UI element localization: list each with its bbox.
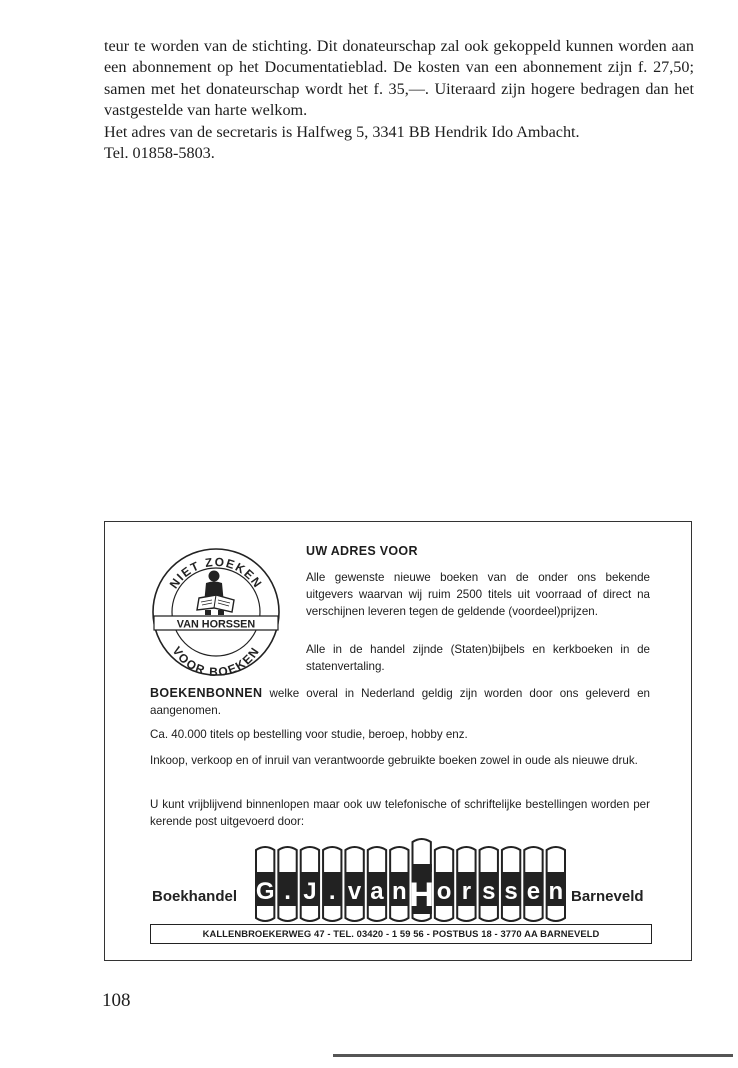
page-number: 108: [102, 990, 131, 1011]
logo-letter: J: [303, 878, 317, 905]
book-spine-bottom: [547, 906, 565, 921]
book-spine-bottom: [435, 906, 453, 921]
book-spine-top: [524, 847, 542, 872]
logo-right-word: Barneveld: [571, 888, 644, 905]
book-spine-top: [278, 847, 296, 872]
svg-text:VOOR BOEKEN: [170, 644, 263, 678]
emblem-bottom-text: VOOR BOEKEN: [169, 643, 263, 678]
logo-left-word: Boekhandel: [152, 888, 238, 905]
article-paragraph: teur te worden van de stichting. Dit donateurschap zal ook gekoppeld kunnen worden aan een abonnement op het Documentatieblad. De kosten van een abonnement zijn f. 27,50; samen met het donateurschap wordt het f. 35,—. Uiteraard zijn hogere bedragen dan het vastgestelde van harte welkom.: [104, 37, 694, 120]
bonnen-text: welke overal in Nederland geldig zijn worden door ons geleverd en aangenomen.: [150, 687, 650, 717]
secretary-address: Het adres van de secretaris is Halfweg 5, 3341 BB Hendrik Ido Ambacht.: [104, 122, 580, 141]
book-spine-bottom: [502, 906, 520, 921]
book-spine-bottom: [368, 906, 386, 921]
ad-text-orders: U kunt vrijblijvend binnenlopen maar ook uw telefonische of schriftelijke bestellingen worden per kerende post uitgevoerd door:: [150, 798, 650, 828]
book-spine-top: [435, 847, 453, 872]
book-spine-bottom: [345, 906, 363, 921]
book-spine-bottom: [301, 906, 319, 921]
shop-address-bar: KALLENBROEKERWEG 47 - TEL. 03420 - 1 59 56 - POSTBUS 18 - 3770 AA BARNEVELD: [150, 924, 652, 944]
book-spine-top: [457, 847, 475, 872]
ad-heading: UW ADRES VOOR: [306, 544, 418, 558]
book-spine-top: [345, 847, 363, 872]
ad-text-used-books: Inkoop, verkoop en of inruil van verantwoorde gebruikte boeken zowel in oude als nieuwe druk.: [150, 754, 638, 767]
book-spine-top: [323, 847, 341, 872]
logo-letter: s: [504, 878, 518, 905]
book-spine-top: [256, 847, 274, 872]
bonnen-label: BOEKENBONNEN: [150, 686, 263, 700]
logo-letter: a: [370, 878, 384, 905]
footer-rule: [333, 1054, 733, 1057]
book-spine-top: [547, 847, 565, 872]
ad-text-book-tokens: [150, 685, 650, 719]
van-horssen-emblem-icon: [150, 546, 282, 678]
book-spine-top: [480, 847, 498, 872]
book-spine-bottom: [457, 906, 475, 921]
logo-letter: v: [347, 878, 362, 905]
logo-letter: o: [436, 878, 452, 905]
logo-letter: .: [328, 878, 336, 905]
logo-letter: G: [255, 878, 275, 905]
logo-letter: e: [526, 878, 541, 905]
ad-text-titles: Ca. 40.000 titels op bestelling voor studie, beroep, hobby enz.: [150, 728, 468, 741]
logo-letter: .: [284, 878, 291, 905]
article-text: [104, 36, 694, 164]
book-spine-top: [368, 847, 386, 872]
logo-letter: s: [482, 878, 496, 905]
book-spine-top: [502, 847, 520, 872]
book-spine-bottom: [390, 906, 408, 921]
book-spine-bottom: [278, 906, 296, 921]
book-spine-top: [390, 847, 408, 872]
emblem-top-text: NIET ZOEKEN: [166, 554, 266, 592]
logo-letter: r: [461, 878, 472, 905]
logo-letter: n: [548, 878, 564, 905]
book-spine-top: [301, 847, 319, 872]
secretary-phone: Tel. 01858-5803.: [104, 144, 215, 163]
logo-letter: H: [409, 876, 434, 914]
book-spine-bottom: [256, 906, 274, 921]
logo-letter: n: [391, 878, 407, 905]
ad-text-bibles: Alle in de handel zijnde (Staten)bijbels en kerkboeken in de statenvertaling.: [306, 643, 650, 673]
book-spine-bottom: [323, 906, 341, 921]
ad-text-new-books: Alle gewenste nieuwe boeken van de onder ons bekende uitgevers waarvan wij ruim 2500 titels uit voorraad of direct na verschijnen leveren tegen de geldende (voordeel)prijzen.: [306, 571, 650, 618]
book-spine-bottom: [524, 906, 542, 921]
book-spine-bottom: [480, 906, 498, 921]
emblem-banner-text: VAN HORSSEN: [176, 618, 256, 631]
